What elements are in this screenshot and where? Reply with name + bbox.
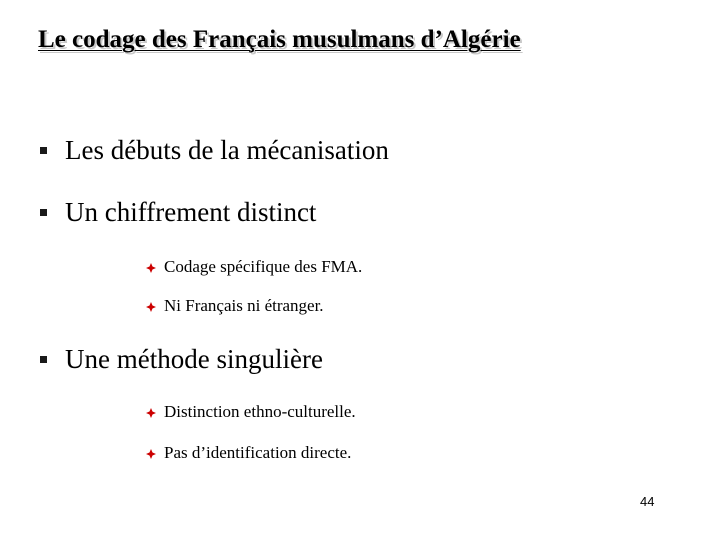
diamond-bullet-icon	[146, 302, 156, 312]
sub-bullet-text: Pas d’identification directe.	[164, 443, 352, 462]
bullet-text: Une méthode singulière	[65, 344, 323, 374]
square-bullet-icon	[40, 147, 47, 154]
square-bullet-icon	[40, 209, 47, 216]
diamond-bullet-icon	[146, 449, 156, 459]
square-bullet-icon	[40, 356, 47, 363]
sub-bullet-text: Codage spécifique des FMA.	[164, 257, 363, 276]
page-number: 44	[640, 494, 655, 509]
sub-bullet-text: Distinction ethno-culturelle.	[164, 402, 356, 421]
sub-bullet-text: Ni Français ni étranger.	[164, 296, 324, 315]
bullet-text: Un chiffrement distinct	[65, 197, 317, 227]
diamond-bullet-icon	[146, 408, 156, 418]
diamond-bullet-icon	[146, 263, 156, 273]
slide-title: Le codage des Français musulmans d’Algérie	[38, 26, 521, 53]
bullet-text: Les débuts de la mécanisation	[65, 135, 389, 165]
